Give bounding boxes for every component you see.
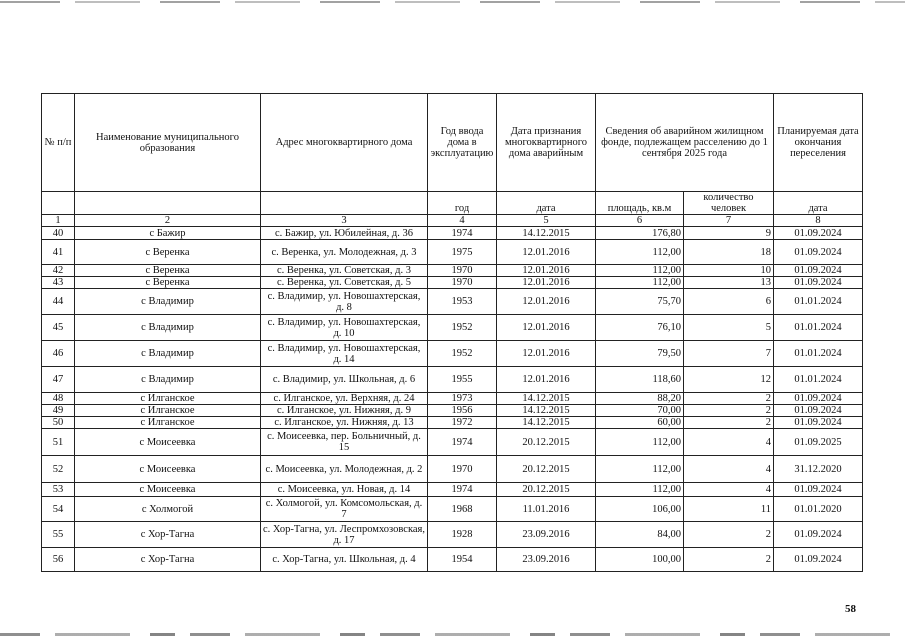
commission-year: 1953: [428, 289, 497, 315]
commission-year: 1974: [428, 483, 497, 497]
area-sqm: 112,00: [596, 277, 684, 289]
people-count: 13: [684, 277, 774, 289]
commission-year: 1973: [428, 393, 497, 405]
people-count: 7: [684, 341, 774, 367]
commission-year: 1974: [428, 429, 497, 456]
subheader-planned: дата: [774, 192, 863, 215]
table-row: [42, 265, 863, 277]
people-count: 2: [684, 522, 774, 548]
header-fund-info: Сведения об аварийном жилищном фонде, подлежащем расселению до 1 сентября 2025 года: [596, 94, 774, 192]
recognition-date: 20.12.2015: [497, 483, 596, 497]
column-number: 8: [774, 215, 863, 227]
municipality-name: с Моисеевка: [75, 483, 261, 497]
people-count: 4: [684, 456, 774, 483]
house-address: с. Холмогой, ул. Комсомольская, д. 7: [261, 497, 428, 522]
table-row: [42, 367, 863, 393]
commission-year: 1928: [428, 522, 497, 548]
area-sqm: 100,00: [596, 548, 684, 572]
people-count: 2: [684, 405, 774, 417]
commission-year: 1972: [428, 417, 497, 429]
area-sqm: 84,00: [596, 522, 684, 548]
planned-date: 01.09.2024: [774, 265, 863, 277]
table-row: [42, 393, 863, 405]
house-address: с. Веренка, ул. Молодежная, д. 3: [261, 240, 428, 265]
subheader-people: количество человек: [684, 192, 774, 215]
column-number: 2: [75, 215, 261, 227]
municipality-name: с Илганское: [75, 417, 261, 429]
municipality-name: с Владимир: [75, 341, 261, 367]
house-address: с. Владимир, ул. Новошахтерская, д. 14: [261, 341, 428, 367]
table-row: [42, 429, 863, 456]
recognition-date: 23.09.2016: [497, 522, 596, 548]
table-row: [42, 227, 863, 240]
scan-top-edge: [0, 1, 905, 3]
area-sqm: 79,50: [596, 341, 684, 367]
column-number: 7: [684, 215, 774, 227]
house-address: с. Моисеевка, ул. Молодежная, д. 2: [261, 456, 428, 483]
planned-date: 01.01.2024: [774, 315, 863, 341]
table-row: [42, 548, 863, 572]
row-number: 56: [42, 548, 75, 572]
column-number: 1: [42, 215, 75, 227]
table-row: [42, 417, 863, 429]
people-count: 2: [684, 393, 774, 405]
recognition-date: 14.12.2015: [497, 405, 596, 417]
people-count: 2: [684, 548, 774, 572]
recognition-date: 12.01.2016: [497, 315, 596, 341]
planned-date: 01.09.2024: [774, 417, 863, 429]
row-number: 54: [42, 497, 75, 522]
recognition-date: 12.01.2016: [497, 341, 596, 367]
commission-year: 1956: [428, 405, 497, 417]
row-number: 55: [42, 522, 75, 548]
row-number: 48: [42, 393, 75, 405]
table-row: [42, 289, 863, 315]
row-number: 45: [42, 315, 75, 341]
municipality-name: с Владимир: [75, 367, 261, 393]
people-count: 18: [684, 240, 774, 265]
house-address: с. Илганское, ул. Нижняя, д. 13: [261, 417, 428, 429]
commission-year: 1954: [428, 548, 497, 572]
people-count: 4: [684, 429, 774, 456]
commission-year: 1968: [428, 497, 497, 522]
municipality-name: с Бажир: [75, 227, 261, 240]
subheader-date: дата: [497, 192, 596, 215]
people-count: 10: [684, 265, 774, 277]
planned-date: 01.09.2024: [774, 548, 863, 572]
commission-year: 1974: [428, 227, 497, 240]
house-address: с. Моисеевка, пер. Больничный, д. 15: [261, 429, 428, 456]
commission-year: 1952: [428, 341, 497, 367]
subheader-year: год: [428, 192, 497, 215]
column-number: 5: [497, 215, 596, 227]
planned-date: 01.01.2020: [774, 497, 863, 522]
header-row: [42, 94, 863, 192]
recognition-date: 14.12.2015: [497, 227, 596, 240]
planned-date: 31.12.2020: [774, 456, 863, 483]
people-count: 9: [684, 227, 774, 240]
row-number: 53: [42, 483, 75, 497]
planned-date: 01.09.2024: [774, 393, 863, 405]
people-count: 2: [684, 417, 774, 429]
recognition-date: 20.12.2015: [497, 429, 596, 456]
column-number-row: [42, 215, 863, 227]
row-number: 40: [42, 227, 75, 240]
table-row: [42, 315, 863, 341]
table-row: [42, 240, 863, 265]
house-address: с. Веренка, ул. Советская, д. 5: [261, 277, 428, 289]
area-sqm: 112,00: [596, 240, 684, 265]
commission-year: 1970: [428, 456, 497, 483]
recognition-date: 20.12.2015: [497, 456, 596, 483]
header-planned-date: Планируемая дата окончания переселения: [774, 94, 863, 192]
municipality-name: с Холмогой: [75, 497, 261, 522]
planned-date: 01.09.2024: [774, 227, 863, 240]
row-number: 44: [42, 289, 75, 315]
row-number: 42: [42, 265, 75, 277]
commission-year: 1970: [428, 277, 497, 289]
municipality-name: с Хор-Тагна: [75, 522, 261, 548]
column-number: 4: [428, 215, 497, 227]
municipality-name: с Веренка: [75, 240, 261, 265]
header-year: Год ввода дома в эксплуатацию: [428, 94, 497, 192]
municipality-name: с Моисеевка: [75, 429, 261, 456]
people-count: 6: [684, 289, 774, 315]
recognition-date: 11.01.2016: [497, 497, 596, 522]
planned-date: 01.09.2024: [774, 483, 863, 497]
page-number: 58: [845, 603, 856, 615]
people-count: 12: [684, 367, 774, 393]
area-sqm: 88,20: [596, 393, 684, 405]
row-number: 50: [42, 417, 75, 429]
subheader-row: [42, 192, 863, 215]
area-sqm: 112,00: [596, 429, 684, 456]
municipality-name: с Хор-Тагна: [75, 548, 261, 572]
commission-year: 1955: [428, 367, 497, 393]
recognition-date: 14.12.2015: [497, 417, 596, 429]
house-address: с. Хор-Тагна, ул. Леспромхозовская, д. 17: [261, 522, 428, 548]
recognition-date: 12.01.2016: [497, 367, 596, 393]
row-number: 47: [42, 367, 75, 393]
area-sqm: 118,60: [596, 367, 684, 393]
municipality-name: с Владимир: [75, 289, 261, 315]
table-row: [42, 456, 863, 483]
recognition-date: 12.01.2016: [497, 240, 596, 265]
table-row: [42, 341, 863, 367]
area-sqm: 112,00: [596, 265, 684, 277]
area-sqm: 176,80: [596, 227, 684, 240]
house-address: с. Моисеевка, ул. Новая, д. 14: [261, 483, 428, 497]
table-row: [42, 522, 863, 548]
house-address: с. Владимир, ул. Новошахтерская, д. 10: [261, 315, 428, 341]
recognition-date: 12.01.2016: [497, 289, 596, 315]
planned-date: 01.01.2024: [774, 341, 863, 367]
header-municipality: Наименование муниципального образования: [75, 94, 261, 192]
table-row: [42, 277, 863, 289]
row-number: 41: [42, 240, 75, 265]
commission-year: 1970: [428, 265, 497, 277]
planned-date: 01.09.2025: [774, 429, 863, 456]
house-address: с. Владимир, ул. Школьная, д. 6: [261, 367, 428, 393]
municipality-name: с Веренка: [75, 265, 261, 277]
commission-year: 1952: [428, 315, 497, 341]
planned-date: 01.09.2024: [774, 522, 863, 548]
area-sqm: 70,00: [596, 405, 684, 417]
municipality-name: с Илганское: [75, 405, 261, 417]
planned-date: 01.01.2024: [774, 289, 863, 315]
people-count: 5: [684, 315, 774, 341]
recognition-date: 14.12.2015: [497, 393, 596, 405]
house-address: с. Хор-Тагна, ул. Школьная, д. 4: [261, 548, 428, 572]
planned-date: 01.09.2024: [774, 405, 863, 417]
row-number: 49: [42, 405, 75, 417]
subheader-area: площадь, кв.м: [596, 192, 684, 215]
column-number: 3: [261, 215, 428, 227]
recognition-date: 23.09.2016: [497, 548, 596, 572]
area-sqm: 76,10: [596, 315, 684, 341]
planned-date: 01.01.2024: [774, 367, 863, 393]
people-count: 11: [684, 497, 774, 522]
commission-year: 1975: [428, 240, 497, 265]
planned-date: 01.09.2024: [774, 240, 863, 265]
header-address: Адрес многоквартирного дома: [261, 94, 428, 192]
house-address: с. Веренка, ул. Советская, д. 3: [261, 265, 428, 277]
people-count: 4: [684, 483, 774, 497]
header-num: № п/п: [42, 94, 75, 192]
table-row: [42, 497, 863, 522]
planned-date: 01.09.2024: [774, 277, 863, 289]
column-number: 6: [596, 215, 684, 227]
area-sqm: 60,00: [596, 417, 684, 429]
municipality-name: с Илганское: [75, 393, 261, 405]
house-address: с. Владимир, ул. Новошахтерская, д. 8: [261, 289, 428, 315]
resettlement-table: [41, 93, 863, 572]
table-row: [42, 483, 863, 497]
header-recognition-date: Дата признания многоквартирного дома аварийным: [497, 94, 596, 192]
municipality-name: с Моисеевка: [75, 456, 261, 483]
house-address: с. Бажир, ул. Юбилейная, д. 36: [261, 227, 428, 240]
area-sqm: 75,70: [596, 289, 684, 315]
area-sqm: 112,00: [596, 456, 684, 483]
area-sqm: 106,00: [596, 497, 684, 522]
recognition-date: 12.01.2016: [497, 265, 596, 277]
scan-bottom-edge: [0, 633, 905, 636]
house-address: с. Илганское, ул. Нижняя, д. 9: [261, 405, 428, 417]
municipality-name: с Владимир: [75, 315, 261, 341]
municipality-name: с Веренка: [75, 277, 261, 289]
area-sqm: 112,00: [596, 483, 684, 497]
table-row: [42, 405, 863, 417]
row-number: 52: [42, 456, 75, 483]
row-number: 46: [42, 341, 75, 367]
row-number: 43: [42, 277, 75, 289]
house-address: с. Илганское, ул. Верхняя, д. 24: [261, 393, 428, 405]
recognition-date: 12.01.2016: [497, 277, 596, 289]
row-number: 51: [42, 429, 75, 456]
